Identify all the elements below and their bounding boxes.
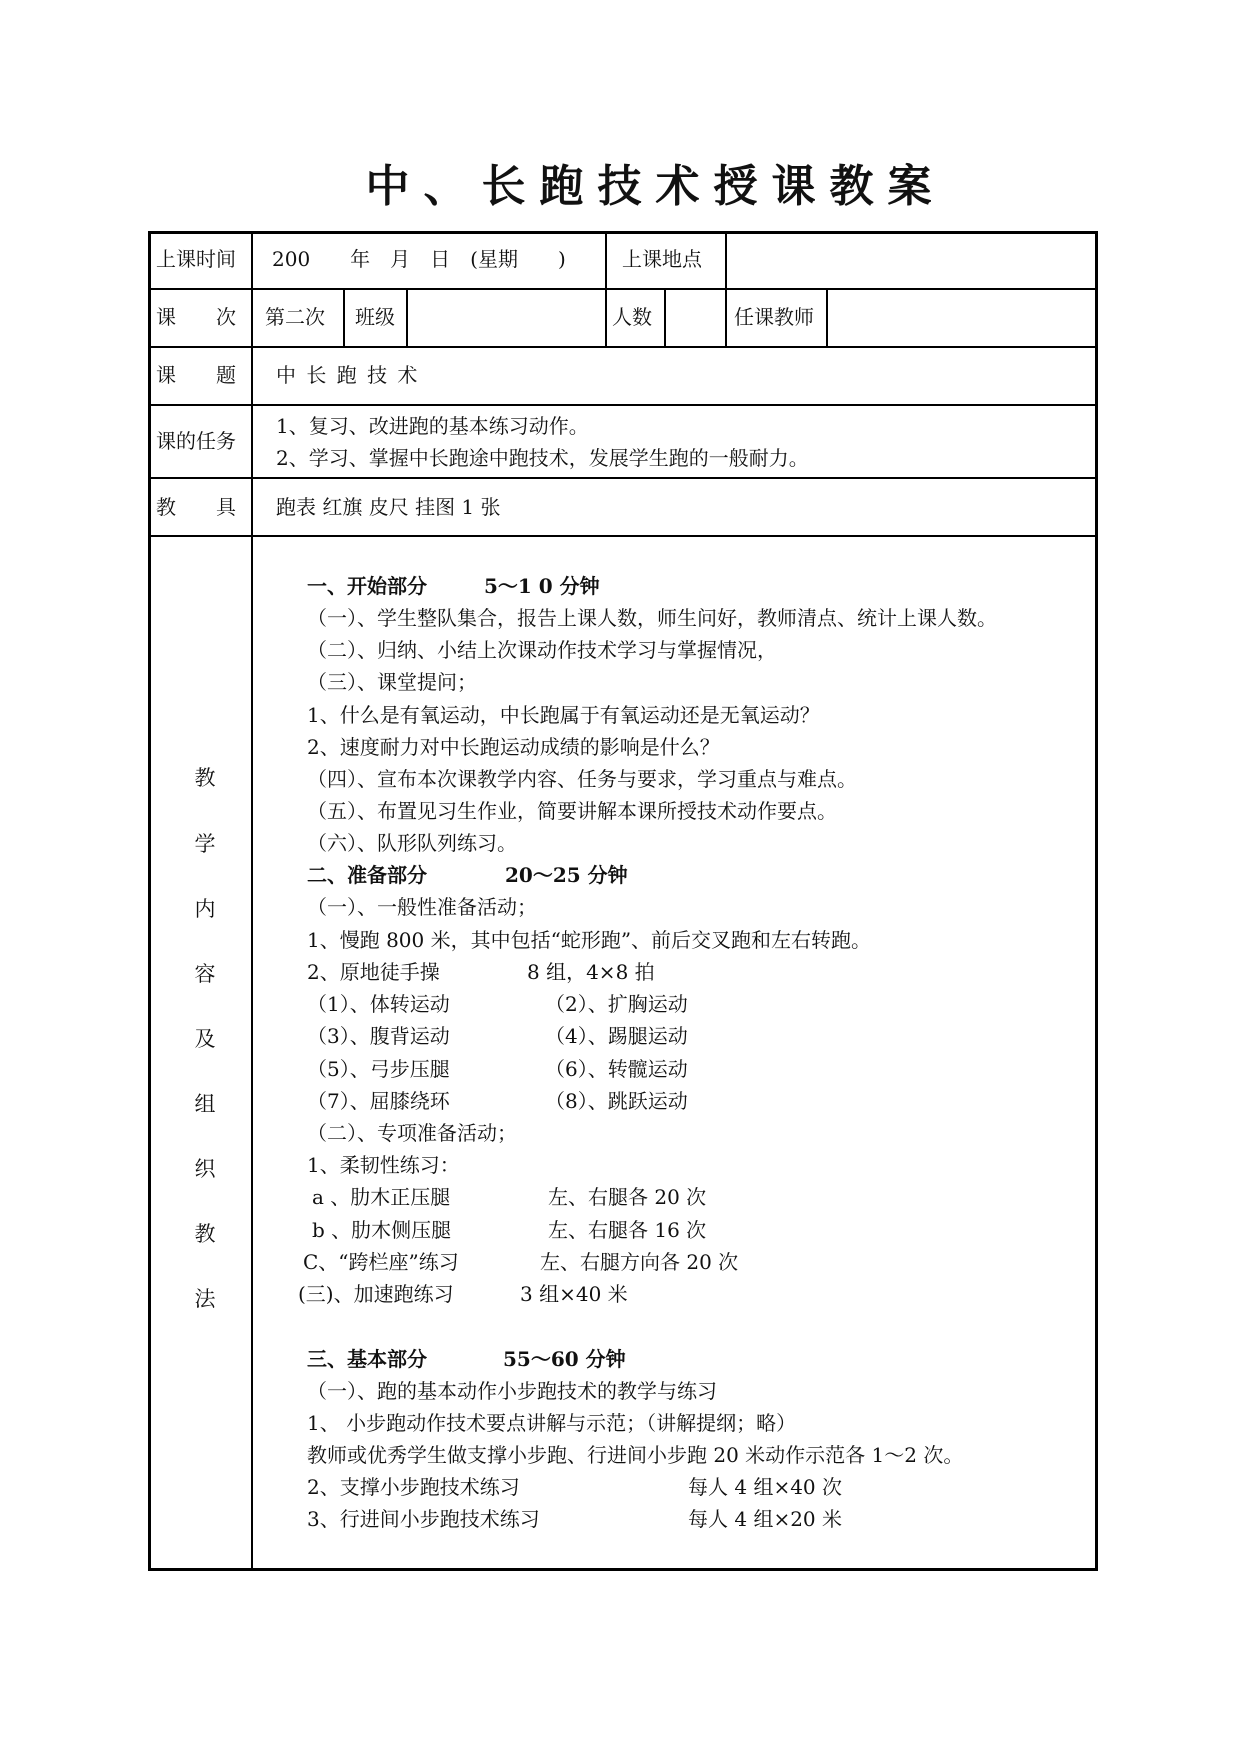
flex-item: C、“跨栏座”练习 (303, 1250, 459, 1274)
content-line: 8 组，4×8 拍 (527, 960, 655, 984)
exercise-item: （1）、体转运动 (307, 992, 450, 1016)
section-title: 三、基本部分 (307, 1347, 427, 1371)
content-line: 教师或优秀学生做支撑小步跑、行进间小步跑 20 米动作示范各 1～2 次。 (307, 1443, 964, 1467)
task-line: 2、学习、掌握中长跑途中跑技术，发展学生跑的一般耐力。 (276, 446, 809, 470)
place-label: 上课地点 (622, 247, 702, 271)
exercise-item: （6）、转髋运动 (545, 1057, 688, 1081)
content-line: 1、 小步跑动作技术要点讲解与示范；（讲解提纲；略） (307, 1411, 797, 1435)
flex-item: 左、右腿各 20 次 (548, 1185, 707, 1209)
exercise-item: （3）、腹背运动 (307, 1024, 450, 1048)
side-label-char: 内 (194, 897, 216, 921)
content-line: 1、什么是有氧运动，中长跑属于有氧运动还是无氧运动？ (307, 703, 820, 727)
flex-item: 左、右腿各 16 次 (548, 1218, 707, 1242)
exercise-item: （5）、弓步压腿 (307, 1057, 450, 1081)
content-line: 2、原地徒手操 (307, 960, 440, 984)
page-title: 中、长跑技术授课教案 (365, 161, 946, 212)
exercise-item: （2）、扩胸运动 (545, 992, 688, 1016)
time-label: 上课时间 (156, 247, 236, 271)
exercise-item: （7）、屈膝绕环 (307, 1089, 450, 1113)
side-label-char: 织 (194, 1157, 216, 1181)
section-time: 5～1 0 分钟 (484, 574, 600, 598)
content-line: 1、慢跑 800 米，其中包括“蛇形跑”、前后交叉跑和左右转跑。 (307, 928, 872, 952)
time-value: 200 年 月 日 (星期 ) (272, 247, 566, 271)
content-line: （二）、归纳、小结上次课动作技术学习与掌握情况， (307, 638, 777, 662)
section-time: 55～60 分钟 (503, 1347, 626, 1371)
flex-item: a 、肋木正压腿 (312, 1185, 451, 1209)
content-line: 3 组×40 米 (520, 1282, 628, 1306)
content-line: （一）、学生整队集合，报告上课人数，师生问好，教师清点、统计上课人数。 (307, 606, 997, 630)
side-label-char: 教 (194, 1222, 216, 1246)
count-label: 人数 (612, 305, 652, 329)
content-line: 3、行进间小步跑技术练习 (307, 1507, 540, 1531)
content-line: （一）、一般性准备活动； (307, 895, 537, 919)
tools-label: 教 具 (156, 495, 236, 519)
side-label-char: 组 (194, 1092, 216, 1116)
class-label: 班级 (355, 305, 395, 329)
topic-value: 中 长 跑 技 术 (276, 363, 420, 387)
content-line: （三）、课堂提问； (307, 670, 477, 694)
section-title: 二、准备部分 (307, 863, 427, 887)
side-label-char: 学 (194, 832, 216, 856)
content-line: （六）、队形队列练习。 (307, 831, 517, 855)
teacher-label: 任课教师 (734, 305, 814, 329)
task-line: 1、复习、改进跑的基本练习动作。 (276, 414, 589, 438)
side-label-char: 教 (194, 766, 216, 790)
exercise-item: （4）、踢腿运动 (545, 1024, 688, 1048)
side-label-char: 法 (194, 1287, 216, 1311)
side-label-char: 容 (194, 962, 216, 986)
flex-item: b 、肋木侧压腿 (312, 1218, 452, 1242)
content-line: （四）、宣布本次课教学内容、任务与要求，学习重点与难点。 (307, 767, 857, 791)
content-line: （一）、跑的基本动作小步跑技术的教学与练习 (307, 1379, 717, 1403)
content-line: (三)、加速跑练习 (298, 1282, 454, 1306)
content-line: 每人 4 组×20 米 (688, 1507, 843, 1531)
task-label: 课的任务 (156, 429, 236, 453)
side-label-char: 及 (194, 1027, 216, 1051)
section-title: 一、开始部分 (307, 574, 427, 598)
session-label: 课 次 (156, 305, 236, 329)
topic-label: 课 题 (156, 363, 236, 387)
content-line: （二）、专项准备活动； (307, 1121, 517, 1145)
tools-value: 跑表 红旗 皮尺 挂图 1 张 (276, 495, 501, 519)
content-line: 每人 4 组×40 次 (688, 1475, 843, 1499)
section-time: 20～25 分钟 (505, 863, 628, 887)
content-line: （五）、布置见习生作业，简要讲解本课所授技术动作要点。 (307, 799, 837, 823)
content-line: 2、支撑小步跑技术练习 (307, 1475, 520, 1499)
exercise-item: （8）、跳跃运动 (545, 1089, 688, 1113)
content-line: 2、速度耐力对中长跑运动成绩的影响是什么？ (307, 735, 720, 759)
flex-item: 左、右腿方向各 20 次 (540, 1250, 739, 1274)
session-value: 第二次 (265, 305, 325, 329)
content-line: 1、柔韧性练习： (307, 1153, 460, 1177)
